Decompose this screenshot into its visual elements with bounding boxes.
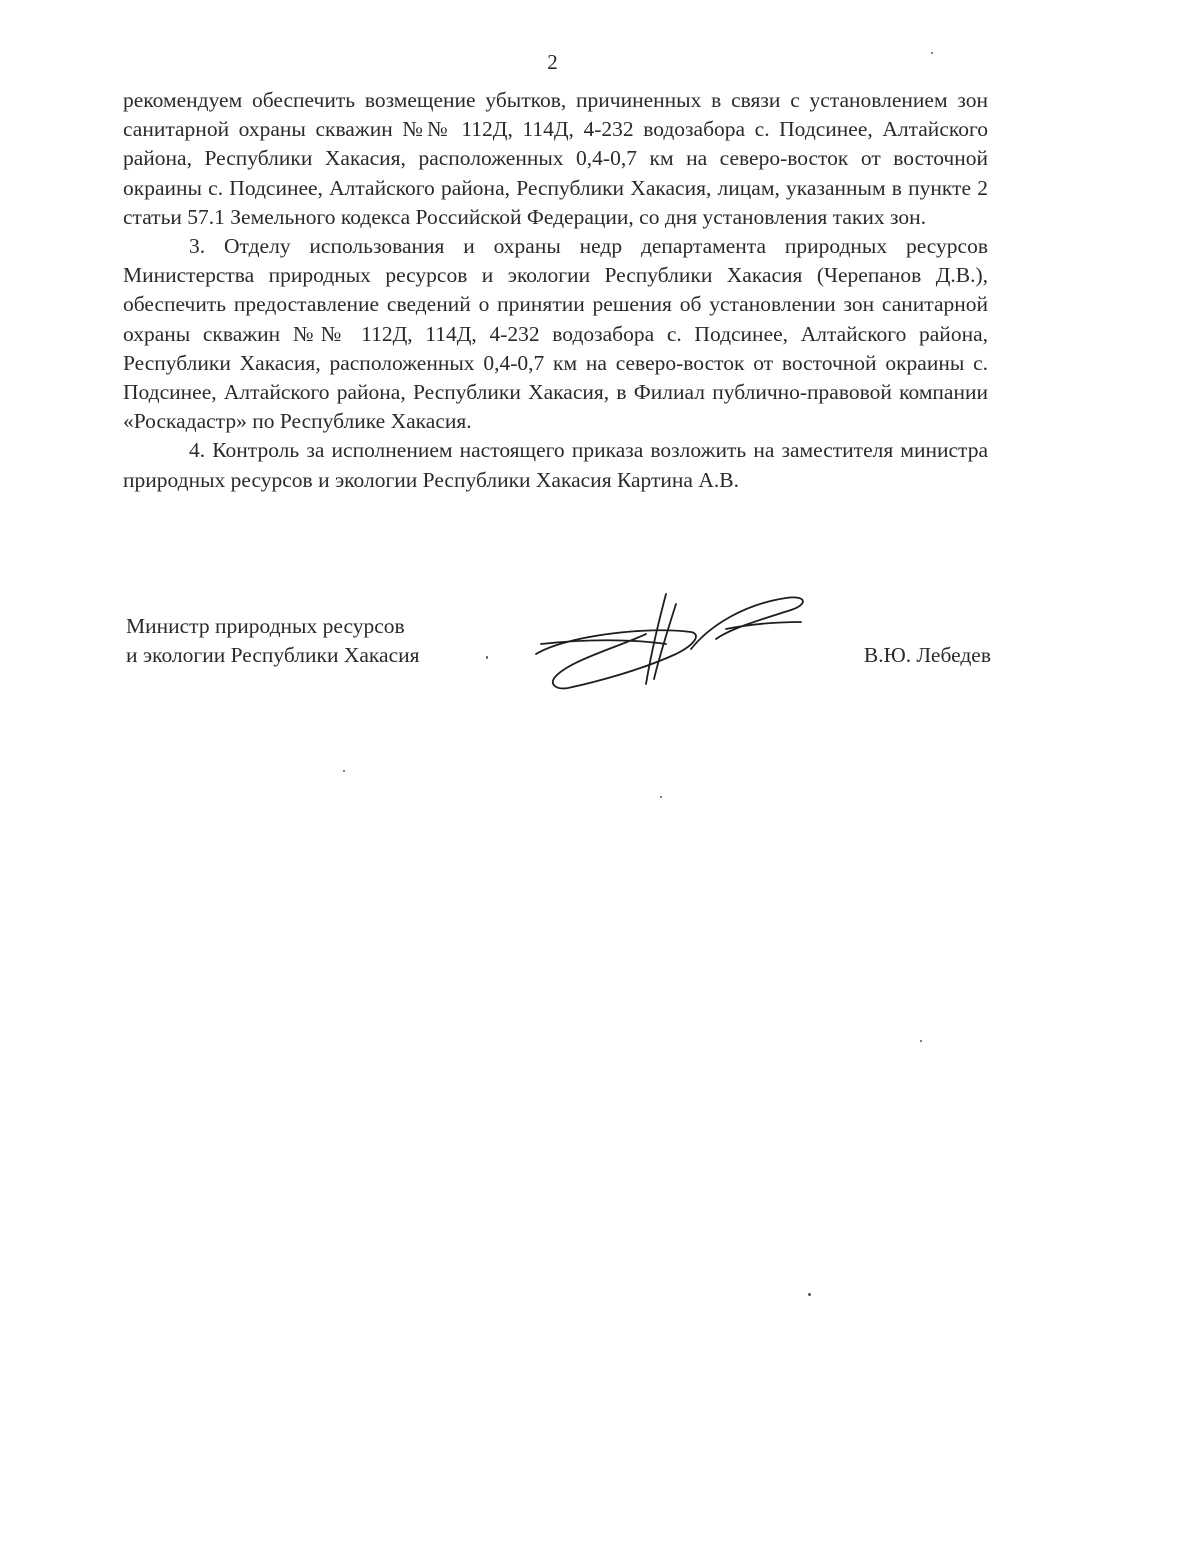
scan-speck	[931, 52, 933, 54]
document-body	[123, 86, 988, 495]
signatory-title	[126, 612, 486, 670]
paragraph-item-3: 3. Отделу использования и охраны недр департамента природных ресурсов Министерства природных ресурсов и экологии Республики Хакасия (Черепанов Д.В.), обеспечить предоставление сведений о принятии решения об установлении зон санитарной охраны скважин №№ 112Д, 114Д, 4-232 водозабора с. Подсинее, Алтайского района, Республики Хакасия, расположенных 0,4-0,7 км на северо-восток от восточной окраины с. Подсинее, Алтайского района, Республики Хакасия, в Филиал публично-правовой компании «Роскадастр» по Республике Хакасия.	[123, 234, 988, 434]
paragraph-continuation: рекомендуем обеспечить возмещение убытков, причиненных в связи с установлением зон санитарной охраны скважин №№ 112Д, 114Д, 4-232 водозабора с. Подсинее, Алтайского района, Республики Хакасия, расположенных 0,4-0,7 км на северо-восток от восточной окраины с. Подсинее, Алтайского района, Республики Хакасия, лицам, указанным в пункте 2 статьи 57.1 Земельного кодекса Российской Федерации, со дня установления таких зон.	[123, 88, 988, 229]
signatory-title-line-1: Министр природных ресурсов	[126, 614, 405, 638]
signatory-name: В.Ю. Лебедев	[863, 643, 991, 667]
scan-speck	[486, 656, 488, 659]
scan-speck	[808, 1293, 811, 1296]
scan-speck	[920, 1040, 922, 1042]
handwritten-signature	[526, 584, 816, 694]
signatory-title-line-2: и экологии Республики Хакасия	[126, 643, 420, 667]
scan-speck	[343, 770, 345, 772]
paragraph-item-4: 4. Контроль за исполнением настоящего приказа возложить на заместителя министра природных ресурсов и экологии Республики Хакасия Картина А.В.	[123, 438, 988, 492]
page-number: 2	[547, 50, 558, 74]
scan-speck	[660, 796, 662, 798]
signature-block	[126, 612, 991, 702]
